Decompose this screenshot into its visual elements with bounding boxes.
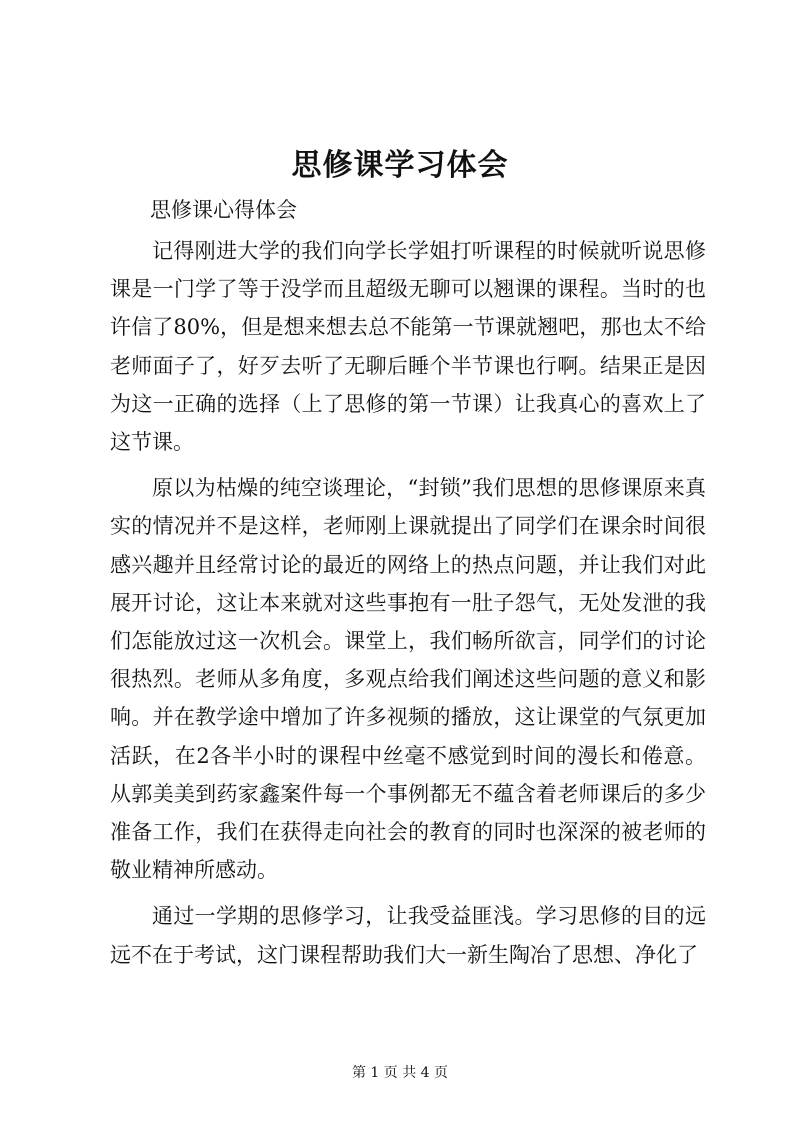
paragraph: 记得刚进大学的我们向学长学姐打听课程的时候就听说思修课是一门学了等于没学而且超级无聊可以翘课的课程。当时的也许信了80%，但是想来想去总不能第一节课就翘吧，那也太不给老师面子了，好歹去听了无聊后睡个半节课也行啊。结果正是因为这一正确的选择（上了思修的第一节课）让我真心的喜欢上了这节课。	[110, 239, 706, 455]
document-subtitle: 思修课心得体会	[150, 198, 297, 222]
document-body	[110, 232, 706, 982]
document-title: 思修课学习体会	[291, 148, 509, 183]
paragraph: 原以为枯燥的纯空谈理论，“封锁”我们思想的思修课原来真实的情况并不是这样，老师刚上课就提出了同学们在课余时间很感兴趣并且经常讨论的最近的网络上的热点问题，并让我们对此展开讨论，这让本来就对这些事抱有一肚子怨气，无处发泄的我们怎能放过这一次机会。课堂上，我们畅所欲言，同学们的讨论很热烈。老师从多角度，多观点给我们阐述这些问题的意义和影响。并在教学途中增加了许多视频的播放，这让课堂的气氛更加活跃，在2各半小时的课程中丝毫不感觉到时间的漫长和倦意。从郭美美到药家鑫案件每一个事例都无不蕴含着老师课后的多少准备工作，我们在获得走向社会的教育的同时也深深的被老师的敬业精神所感动。	[110, 476, 706, 883]
page-number-footer: 第 1 页 共 4 页	[351, 1065, 449, 1081]
paragraph: 通过一学期的思修学习，让我受益匪浅。学习思修的目的远远不在于考试，这门课程帮助我们大一新生陶冶了思想、净化了	[110, 904, 706, 967]
